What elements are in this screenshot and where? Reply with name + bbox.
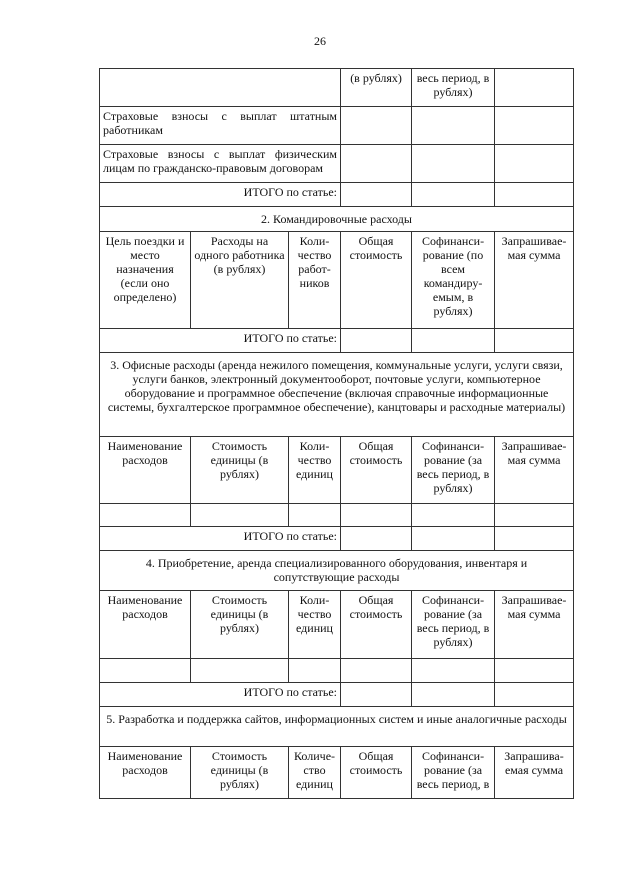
cell <box>412 329 495 353</box>
cell <box>495 659 574 683</box>
cell <box>495 683 574 707</box>
total-label: ИТОГО по статье: <box>100 329 341 353</box>
cell <box>495 504 574 527</box>
row-label: Страховые взносы с выплат физическим лицам по гражданско-правовым договорам <box>100 145 341 183</box>
cell <box>412 183 495 207</box>
col-header: Запрашива-емая сумма <box>495 747 574 799</box>
cell <box>495 145 574 183</box>
cell <box>100 659 191 683</box>
col-header: Расходы на одного работника (в рублях) <box>191 232 289 329</box>
section-title: 2. Командировочные расходы <box>100 207 574 232</box>
col-header: Стоимость единицы (в рублях) <box>191 747 289 799</box>
cell <box>191 659 289 683</box>
cell <box>412 504 495 527</box>
col-header: Запрашивае-мая сумма <box>495 591 574 659</box>
cell <box>100 69 341 107</box>
col-header: Коли-чество работ-ников <box>289 232 341 329</box>
page-number: 26 <box>314 34 326 48</box>
cell <box>495 107 574 145</box>
section-title: 5. Разработка и поддержка сайтов, информационных систем и иные аналогичные расходы <box>100 707 574 747</box>
col-header: Софинанси-рование (за весь период, в рублях) <box>412 437 495 504</box>
col-header: Наименование расходов <box>100 437 191 504</box>
cell <box>495 527 574 551</box>
col-header: Стоимость единицы (в рублях) <box>191 591 289 659</box>
cell <box>289 504 341 527</box>
col-header: Запрашивае-мая сумма <box>495 437 574 504</box>
cell <box>100 504 191 527</box>
cofin-cell: весь период, в рублях) <box>412 69 495 107</box>
cell <box>341 107 412 145</box>
cell <box>341 504 412 527</box>
cell <box>341 527 412 551</box>
cell <box>412 659 495 683</box>
col-header: Софинанси-рование (за весь период, в <box>412 747 495 799</box>
col-header: Наименование расходов <box>100 591 191 659</box>
cell <box>341 183 412 207</box>
col-header: Общая стоимость <box>341 747 412 799</box>
cell <box>341 683 412 707</box>
section-title: 3. Офисные расходы (аренда нежилого помещения, коммунальные услуги, услуги связи, услуги банков, электронный документооборот, почтовые услуги, компьютерное оборудование и программное обеспечение (включая справочные информационные системы, бухгалтерское программное обеспечение), канцтовары и расходные материалы) <box>100 353 574 437</box>
total-label: ИТОГО по статье: <box>100 527 341 551</box>
budget-table <box>99 68 574 799</box>
col-header: Софинанси-рование (по всем командиру-емым, в рублях) <box>412 232 495 329</box>
unit-cell: (в рублях) <box>341 69 412 107</box>
col-header: Запрашивае-мая сумма <box>495 232 574 329</box>
col-header: Цель поездки и место назначения (если оно определено) <box>100 232 191 329</box>
cell <box>341 659 412 683</box>
col-header: Общая стоимость <box>341 591 412 659</box>
col-header: Коли-чество единиц <box>289 437 341 504</box>
cell <box>341 329 412 353</box>
cell <box>341 145 412 183</box>
cell <box>412 527 495 551</box>
cell <box>289 659 341 683</box>
total-label: ИТОГО по статье: <box>100 683 341 707</box>
cell <box>495 329 574 353</box>
col-header: Стоимость единицы (в рублях) <box>191 437 289 504</box>
cell <box>495 183 574 207</box>
cell <box>191 504 289 527</box>
col-header: Софинанси-рование (за весь период, в рублях) <box>412 591 495 659</box>
col-header: Коли-чество единиц <box>289 591 341 659</box>
total-label: ИТОГО по статье: <box>100 183 341 207</box>
row-label: Страховые взносы с выплат штатным работникам <box>100 107 341 145</box>
col-header: Общая стоимость <box>341 232 412 329</box>
col-header: Наименование расходов <box>100 747 191 799</box>
cell <box>412 145 495 183</box>
col-header: Общая стоимость <box>341 437 412 504</box>
cell <box>412 683 495 707</box>
col-header: Количе-ство единиц <box>289 747 341 799</box>
cell <box>495 69 574 107</box>
cell <box>412 107 495 145</box>
section-title: 4. Приобретение, аренда специализированного оборудования, инвентаря и сопутствующие расходы <box>100 551 574 591</box>
